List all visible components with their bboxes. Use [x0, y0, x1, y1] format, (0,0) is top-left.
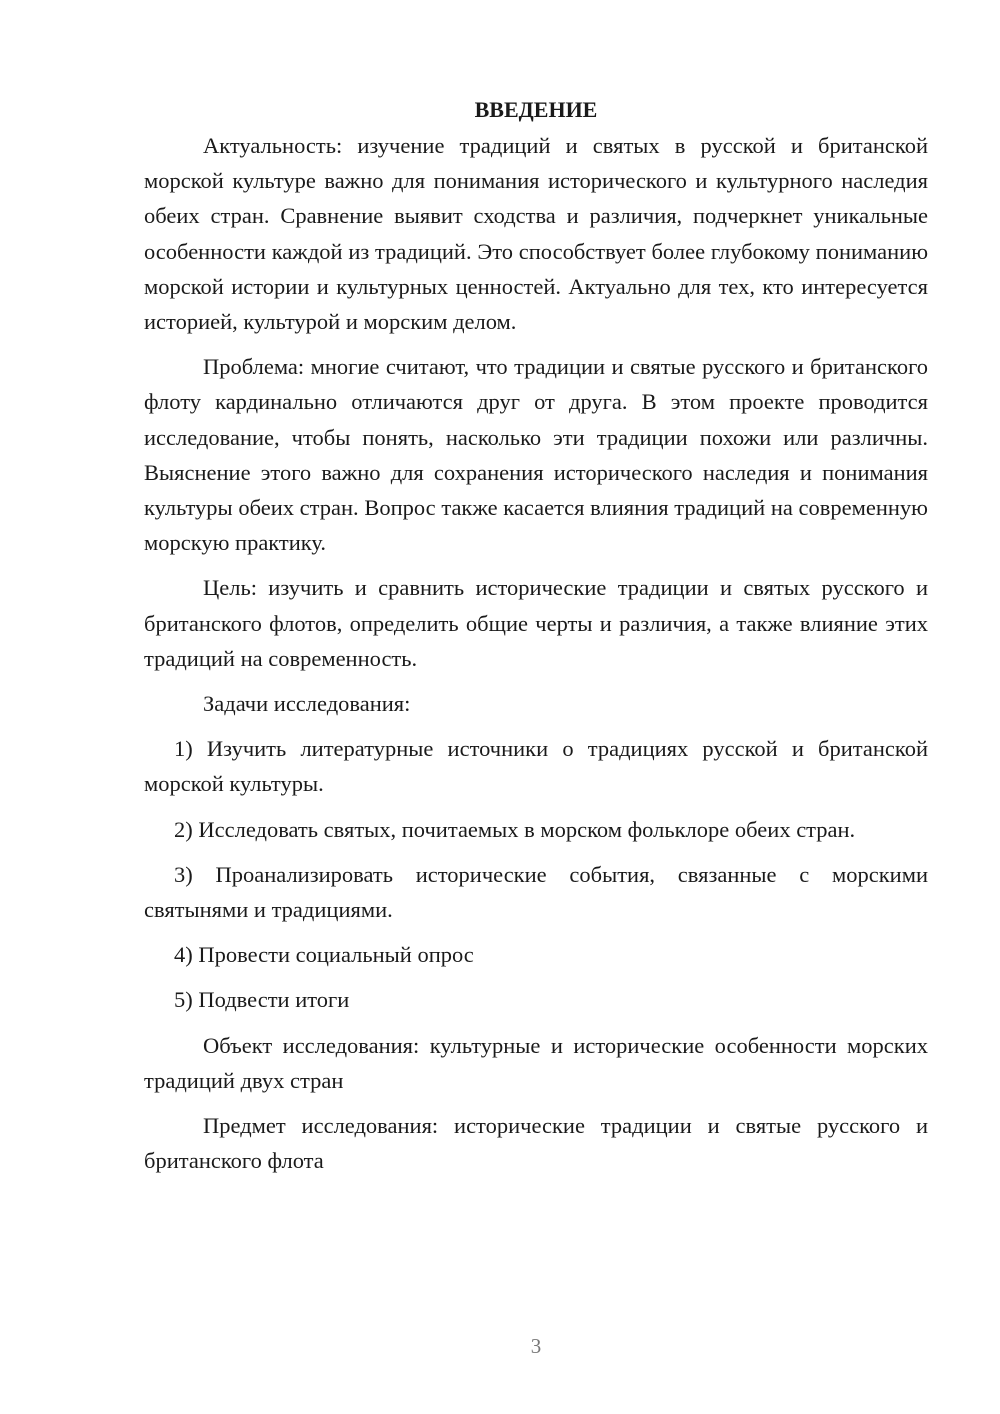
task-item-2: 2) Исследовать святых, почитаемых в морском фольклоре обеих стран.	[174, 816, 856, 842]
page-number: 3	[530, 1334, 542, 1358]
task-item-3: 3) Проанализировать исторические события, связанные с морскими святынями и традициями.	[144, 861, 928, 923]
tasks-heading: Задачи исследования:	[203, 691, 411, 717]
relevance-paragraph: Актуальность: изучение традиций и святых в русской и британской морской культуре важно для понимания исторического и культурного наследия обеих стран. Сравнение выявит сходства и различия, подчеркнет уникальные особенности каждой из традиций. Это способствует более глубокому пониманию морской истории и культурных ценностей. Актуально для тех, кто интересуется историей, культурой и морским делом.	[144, 133, 928, 335]
task-item-5: 5) Подвести итоги	[174, 987, 350, 1013]
task-item-1: 1) Изучить литературные источники о традициях русской и британской морской культуры.	[144, 736, 928, 797]
document-page	[144, 92, 928, 1188]
subject-paragraph: Предмет исследования: исторические традиции и святые русского и британского флота	[144, 1113, 928, 1174]
section-title: ВВЕДЕНИЕ	[474, 97, 598, 122]
object-paragraph: Объект исследования: культурные и исторические особенности морских традиций двух стран	[144, 1032, 928, 1093]
goal-paragraph: Цель: изучить и сравнить исторические традиции и святых русского и британского флотов, определить общие черты и различия, а также влияние этих традиций на современность.	[144, 575, 928, 671]
problem-paragraph: Проблема: многие считают, что традиции и святые русского и британского флоту кардинально отличаются друг от друга. В этом проекте проводится исследование, чтобы понять, насколько эти традиции похожи или различны. Выяснение этого важно для сохранения исторического наследия и понимания культуры обеих стран. Вопрос также касается влияния традиций на современную морскую практику.	[144, 354, 928, 556]
task-item-4: 4) Провести социальный опрос	[174, 942, 474, 968]
